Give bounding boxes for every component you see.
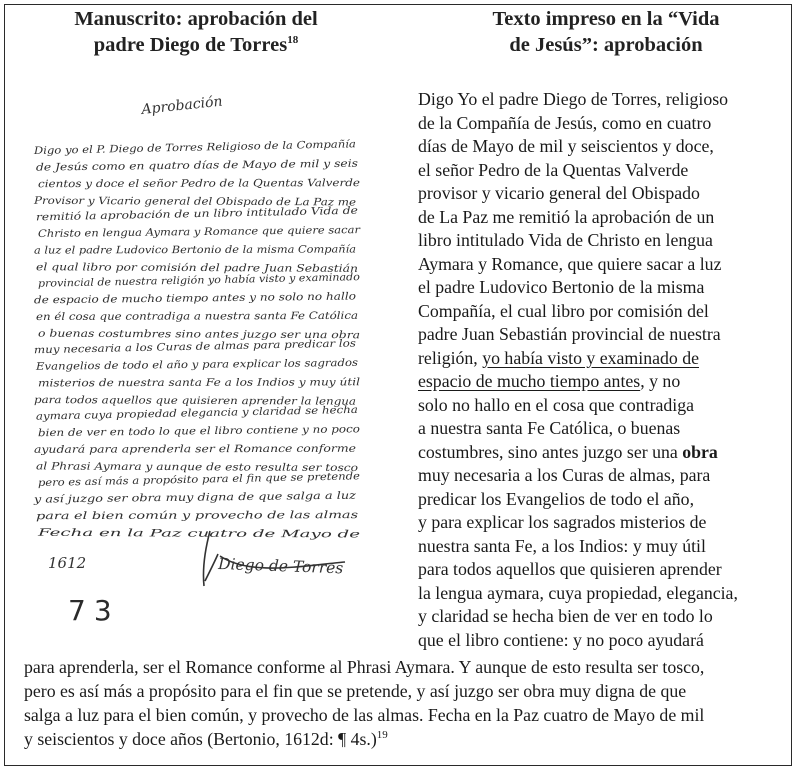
underlined-phrase: espacio de mucho tiempo antes [418,371,641,391]
printed-text-heading [448,6,764,58]
manuscript-line: aymara cuya propiedad elegancia y claridad se hecha [35,405,314,423]
printed-text: religión, [418,347,483,368]
manuscript-line: cientos y doce el señor Pedro de la Quentas Valverde [37,178,313,191]
printed-text: , y no [640,371,681,391]
printed-line: el padre Ludovico Bertonio de la misma [418,277,705,297]
manuscript-line: Provisor y Vicario general del Obispado de La Paz me [33,195,312,209]
printed-line-full: para aprenderla, ser el Romance conforme al Phrasi Aymara. Y aunque de esto resulta ser tosco, [24,657,705,677]
printed-line: de La Paz me remitió la aprobación de un [418,206,715,227]
footnote-ref-19[interactable]: 19 [376,729,388,742]
manuscript-date: 1612 [48,554,87,572]
printed-line: de la Compañía de Jesús, como en cuatro [418,112,712,133]
underlined-phrase: yo había visto y examinado de [482,347,699,368]
manuscript-heading [36,6,356,58]
manuscript-line: en él cosa que contradiga a nuestra santa Fe Católica [35,311,314,323]
manuscript-line: remitió la aprobación de un libro intitulado Vida de [35,206,302,224]
printed-line: predicar los Evangelios de todo el año, [418,488,695,509]
printed-line-full [24,728,388,752]
printed-line [418,370,680,394]
printed-line: y claridad se hecha bien de ver en todo lo [418,606,713,626]
manuscript-line: para el bien común y provecho de las almas [35,510,263,523]
printed-line: días de Mayo de mil y seiscientos y doce, [418,136,714,156]
manuscript-line: de Jesús como en quatro días de Mayo de mil y seis [35,159,303,174]
printed-heading-line1: Texto impreso en la “Vida [492,8,720,30]
manuscript-line: al Phrasi Aymara y aunque de esto resulta ser tosco [35,461,305,474]
manuscript-line: y así juzgo ser obra muy digna de que salga a luz [33,491,289,506]
manuscript-signature: Diego de Torres [217,555,344,578]
manuscript-line: Christo en lengua Aymara y Romance que quiere sacar [37,225,323,240]
manuscript-line: a luz el padre Ludovico Bertonio de la misma Compañía [33,244,323,257]
manuscript-line: misterios de nuestra santa Fe a los Indios y muy útil [37,377,309,390]
printed-line-full: pero es así más a propósito para el fin que se pretende, y así juzgo ser obra muy digna de que [24,681,687,701]
printed-line: Digo Yo el padre Diego de Torres, religioso [418,89,729,109]
printed-line: solo no hallo en el cosa que contradiga [418,394,695,415]
manuscript-page-number: 73 [68,594,120,627]
manuscript-handwriting [33,138,362,540]
printed-line: la lengua aymara, cuya propiedad, elegancia, [418,582,738,603]
printed-line-full: salga a luz para el bien común, y provecho de las almas. Fecha en la Paz cuatro de Mayo de mil [24,705,705,725]
manuscript-line: muy necesaria a los Curas de almas para predicar los [33,339,312,357]
manuscript-heading-line1: Manuscrito: aprobación del [74,8,318,30]
manuscript-line: bien de ver en todo lo que el libro contiene y no poco [37,424,314,440]
printed-line: para todos aquellos que quisieren aprender [418,559,722,579]
printed-line: Compañía, el cual libro por comisión del [418,300,709,321]
manuscript-line: Digo yo el P. Diego de Torres Religioso de la Compañía [33,140,317,157]
printed-line: muy necesaria a los Curas de almas, para [418,465,711,485]
manuscript-line: de espacio de mucho tiempo antes y no solo no hallo [33,292,306,307]
printed-line: nuestra santa Fe, a los Indios: y muy útil [418,535,706,556]
manuscript-line: o buenas costumbres sino antes juzgo ser una obra [37,328,303,341]
printed-text: costumbres, sino antes juzgo ser una [418,441,683,462]
printed-line [418,441,718,465]
printed-heading-line2: de Jesús”: aprobación [509,34,703,56]
printed-line: libro intitulado Vida de Christo en lengua [418,230,713,250]
printed-line [418,347,699,371]
manuscript-line: pero es así más a propósito para el fin que se pretende [37,472,323,489]
printed-line: a nuestra santa Fe Católica, o buenas [418,418,681,438]
printed-line: el señor Pedro de la Quentas Valverde [418,159,689,180]
bold-word: obra [682,441,718,462]
printed-line: y para explicar los sagrados misterios de [418,512,707,532]
manuscript-image [20,76,375,636]
manuscript-heading-line2: padre Diego de Torres [93,34,288,56]
manuscript-line: Evangelios de todo el año y para explicar los sagrados [35,358,317,373]
manuscript-line: para todos aquellos que quisieren aprender la lengua [33,395,311,408]
printed-line: Aymara y Romance, que quiere sacar a luz [418,253,722,274]
manuscript-line: provincial de nuestra religión yo había visto y examinado [37,272,334,290]
printed-line: que el libro contiene: y no poco ayudará [418,629,704,650]
manuscript-line: el qual libro por comisión del padre Juan Sebastián [35,262,302,275]
manuscript-header-word: Aprobación [140,93,224,118]
manuscript-line: ayudará para aprenderla ser el Romance conforme [33,443,298,456]
printed-line: provisor y vicario general del Obispado [418,183,700,203]
footnote-ref-18[interactable]: 18 [287,34,299,47]
manuscript-line: Fecha en la Paz cuatro de Mayo de [37,527,219,540]
printed-line: padre Juan Sebastián provincial de nuestra [418,324,721,344]
printed-text: y seiscientos y doce años (Bertonio, 1612d: ¶ 4s.) [24,729,377,749]
